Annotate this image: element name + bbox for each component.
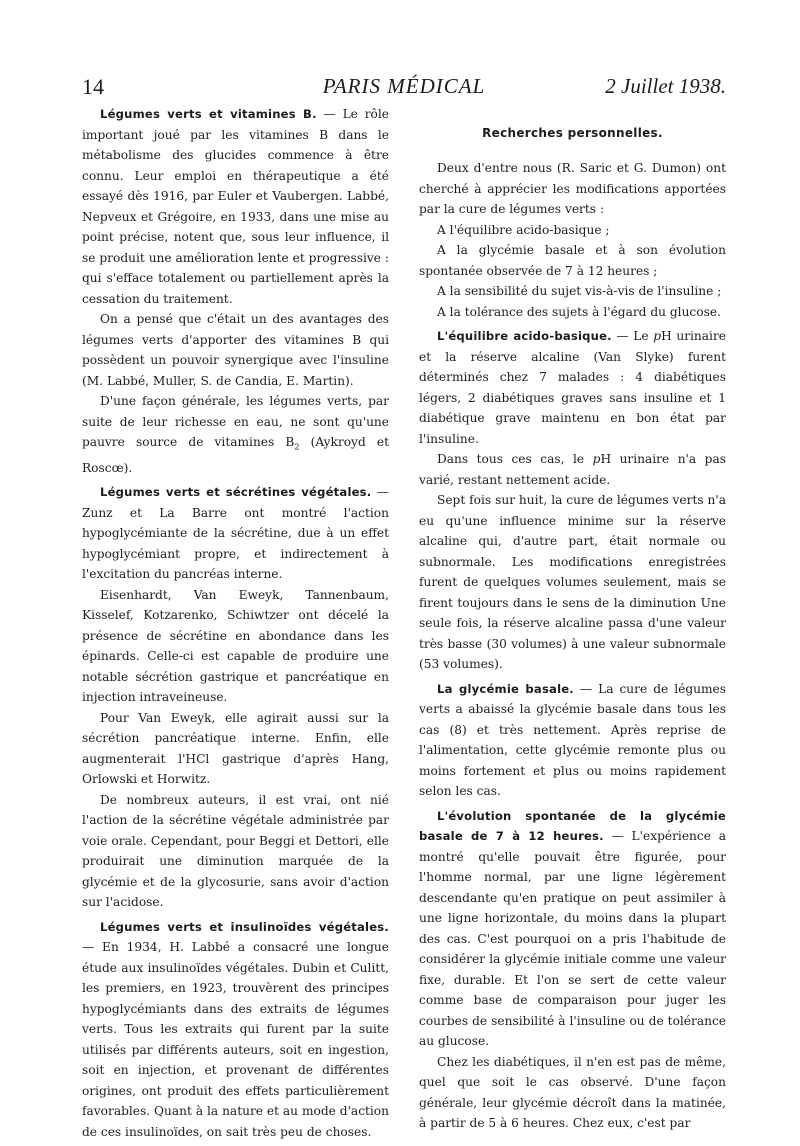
paragraph: Pour Van Eweyk, elle agirait aussi sur la sécrétion pancréatique interne. Enfin, elle augmenterait l'HCl gastrique d'après Hang, Orlowski et Horwitz. — [82, 710, 389, 787]
subsection-heading: La glycémie basale. — [437, 681, 574, 696]
paragraph: Légumes verts et vitamines B. — Le rôle important joué par les vitamines B dans le métabolisme des glucides commence à être connu. Leur emploi en thérapeutique a été essayé dès 1916, par Euler et Vaubergen. Labbé, Nepveux et Grégoire, en 1933, dans une mise au point précise, notent que, sous leur influence, il se produit une amélioration lente et progressive : qui s'efface totalement ou partiellement après la cessation du traitement. — [82, 107, 389, 306]
left-column — [82, 104, 389, 1142]
paragraph: Chez les diabétiques, il n'en est pas de même, quel que soit le cas observé. D'une façon générale, leur glycémie décroît dans la matinée, à partir de 5 à 6 heures. Chez eux, c'est par — [419, 1054, 726, 1130]
subsection-heading: L'évolution spontanée de la glycémie basale de 7 à 12 heures. — [419, 808, 726, 843]
paragraph: La glycémie basale. — La cure de légumes verts a abaissé la glycémie basale dans tous les cas (8) et très nettement. Après reprise de l'alimentation, cette glycémie remonte plus ou moins fortement et plus ou moins rapidement selon les cas. — [419, 681, 726, 798]
paragraph: Eisenhardt, Van Eweyk, Tannenbaum, Kisselef, Kotzarenko, Schiwtzer ont décelé la présence de sécrétine en abondance dans les épinards. Celle-ci est capable de produire une notable sécrétion gastrique et pancréatique en injection intraveineuse. — [82, 587, 389, 705]
paragraph: Dans tous ces cas, le pH urinaire n'a pas varié, restant nettement acide. — [419, 452, 726, 487]
paragraph: L'équilibre acido-basique. — Le pH urinaire et la réserve alcaline (Van Slyke) furent déterminés chez 7 malades : 4 diabétiques légers, 2 diabétiques graves sans insuline et 1 diabétique grave maintenu en bon état par l'insuline. — [419, 329, 726, 446]
subsection-heading: Légumes verts et vitamines B. — [100, 107, 317, 121]
list-item: A la tolérance des sujets à l'égard du glucose. — [437, 304, 721, 319]
paragraph: De nombreux auteurs, il est vrai, ont nié l'action de la sécrétine végétale administrée par voie orale. Cependant, pour Beggi et Dettori, elle produirait une diminution marquée de la glycémie et de la glycosurie, sans avoir d'action sur l'acidose. — [82, 792, 389, 910]
list-item: A l'équilibre acido-basique ; — [437, 222, 610, 237]
issue-date: 2 Juillet 1938. — [605, 74, 726, 98]
section-title: Recherches personnelles. — [482, 126, 663, 140]
list-item: A la sensibilité du sujet vis-à-vis de l'insuline ; — [437, 284, 722, 298]
list-item: A la glycémie basale et à son évolution spontanée observée de 7 à 12 heures ; — [419, 243, 726, 278]
page-number: 14 — [82, 74, 104, 99]
subsection-heading: L'équilibre acido-basique. — [437, 329, 612, 343]
paragraph: Deux d'entre nous (R. Saric et G. Dumon) ont cherché à apprécier les modifications apportées par la cure de légumes verts : — [419, 161, 726, 216]
paragraph: On a pensé que c'était un des avantages des légumes verts d'apporter des vitamines B qui possèdent un pouvoir synergique avec l'insuline (M. Labbé, Muller, S. de Candia, E. Martin). — [82, 312, 389, 388]
subsection-heading: Légumes verts et insulinoïdes végétales. — [100, 919, 389, 934]
paragraph: D'une façon générale, les légumes verts, par suite de leur richesse en eau, ne sont qu'une pauvre source de vitamines $B_2$ (Aykroyd et Roscœ). — [82, 394, 389, 475]
paragraph: Légumes verts et insulinoïdes végétales. — En 1934, H. Labbé a consacré une longue étude aux insulinoïdes végétales. Dubin et Culitt, les premiers, en 1923, trouvèrent des principes hypoglycémiants dans des extraits de légumes verts. Tous les extraits qui furent par la suite utilisés par différents auteurs, soit en ingestion, soit en injection, et provenant de différentes origines, ont produit des effets particulièrement favorables. Quant à la nature et au mode d'action de ces insulinoïdes, on sait très peu de choses. — [82, 919, 389, 1139]
right-column — [419, 104, 726, 1142]
paragraph: L'évolution spontanée de la glycémie basale de 7 à 12 heures. — L'expérience a montré qu'elle pouvait être figurée, pour l'homme normal, par une ligne légèrement descendante qu'en pratique on peut assimiler à une ligne horizontale, du moins dans la plupart des cas. C'est pourquoi on a pris l'habitude de considérer la glycémie initiale comme une valeur fixe, durable. Et l'on se sert de cette valeur comme base de comparaison pour juger les courbes de sensibilité à l'insuline ou de tolérance au glucose. — [419, 808, 726, 1048]
paragraph: Légumes verts et sécrétines végétales. — Zunz et La Barre ont montré l'action hypoglycémiante de la sécrétine, due à un effet hypoglycémiant propre, et indirectement à l'excitation du pancréas interne. — [82, 485, 389, 582]
text-columns — [82, 104, 726, 1142]
paragraph: Sept fois sur huit, la cure de légumes verts n'a eu qu'une influence minime sur la réserve alcaline qui, d'autre part, était normale ou subnormale. Les modifications enregistrées furent de quelques volumes seulement, mais se firent toujours dans le sens de la diminution Une seule fois, la réserve alcaline passa d'une valeur très basse (30 volumes) à une valeur subnormale (53 volumes). — [419, 493, 726, 671]
subsection-heading: Légumes verts et sécrétines végétales. — [100, 485, 372, 500]
journal-title: PARIS MÉDICAL — [322, 74, 486, 98]
page-header — [82, 74, 726, 102]
